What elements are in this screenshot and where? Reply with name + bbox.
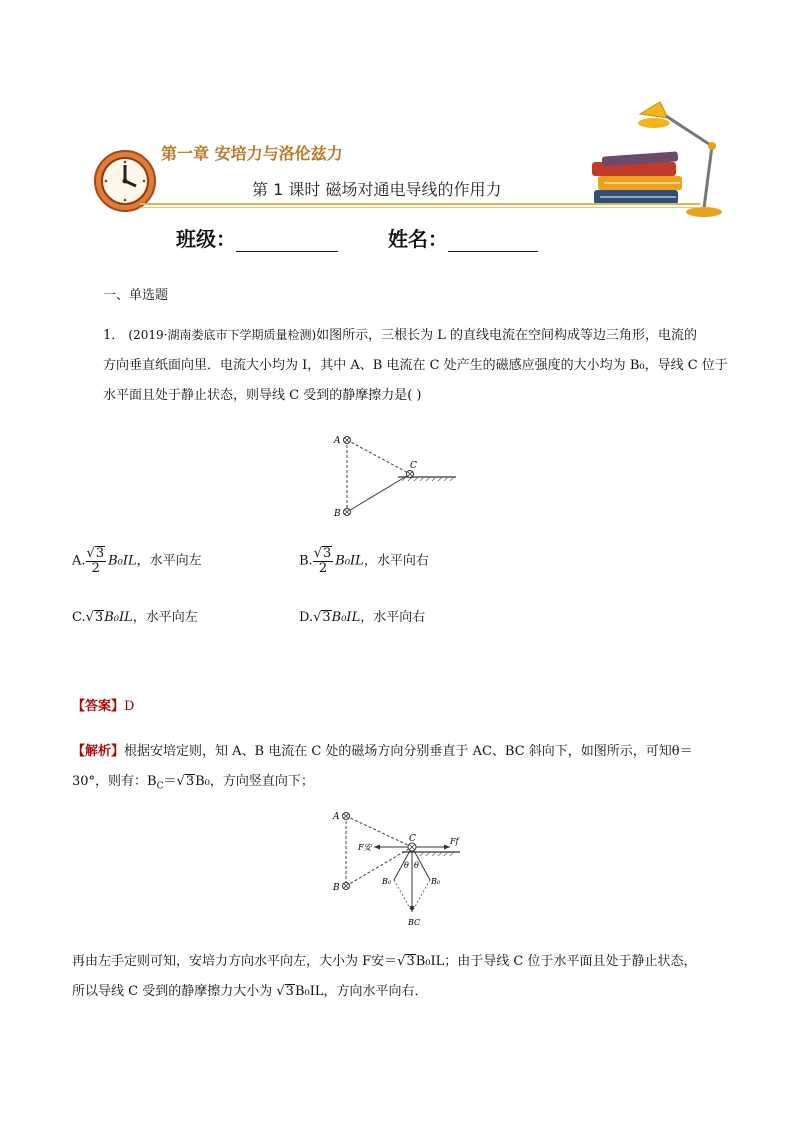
fig2-label-theta1: θ xyxy=(404,861,409,870)
option-c[interactable]: C.√3B₀IL，水平向左 xyxy=(72,610,198,625)
chapter-title: 第一章 安培力与洛伦兹力 xyxy=(161,144,343,163)
name-blank[interactable] xyxy=(448,231,538,252)
fig2-label-fan: F安 xyxy=(358,843,372,852)
fig2-label-bc: BC xyxy=(408,918,421,927)
analysis-figure xyxy=(330,806,470,930)
analysis-block xyxy=(72,737,732,802)
analysis-tag: 【解析】 xyxy=(72,744,125,759)
fig-label-c: C xyxy=(410,461,417,471)
analysis-line-4: 所以导线 C 受到的静摩擦力大小为 √3B₀IL，方向水平向右． xyxy=(72,984,428,999)
fig2-label-b0r: B₀ xyxy=(431,877,441,886)
analysis-conclusion xyxy=(72,947,752,1007)
fig2-label-c: C xyxy=(409,834,416,844)
class-blank[interactable] xyxy=(236,231,338,252)
answer-line xyxy=(72,695,134,714)
fig2-label-a: A xyxy=(333,812,340,822)
class-label: 班级： xyxy=(176,227,236,251)
option-b[interactable]: B. $\frac{√3}{2}$ B₀IL，水平向右 xyxy=(299,546,429,576)
fig-label-a: A xyxy=(334,436,341,446)
class-name-row xyxy=(176,223,538,252)
books-lamp-icon xyxy=(588,96,728,220)
header-divider-thin xyxy=(140,207,700,208)
fig2-label-b0l: B₀ xyxy=(382,877,392,886)
name-label: 姓名： xyxy=(387,227,448,251)
question-line-1: 如图所示，三根长为 L 的直线电流在空间构成等边三角形，电流的 xyxy=(316,328,698,343)
lesson-title: 第 1 课时 磁场对通电导线的作用力 xyxy=(252,180,502,199)
answer-tag: 【答案】 xyxy=(72,699,125,714)
fig2-label-b: B xyxy=(333,883,340,893)
analysis-line-2: 30°，则有：$B_C=√3B_0$，方向竖直向下； xyxy=(72,774,314,792)
header-divider xyxy=(140,203,700,205)
question-source: (2019·湖南娄底市下学期质量检测) xyxy=(128,328,317,342)
section-title: 一、单选题 xyxy=(103,288,169,303)
fig-label-b: B xyxy=(334,509,341,519)
analysis-line-3: 再由左手定则可知，安培力方向水平向左，大小为 F安＝√3B₀IL；由于导线 C 位于水平面且处于静止状态， xyxy=(72,954,697,969)
question-text xyxy=(103,320,728,411)
option-a[interactable]: A. $\frac{√3}{2}$ B₀IL，水平向左 xyxy=(72,546,202,576)
option-d[interactable]: D.√3B₀IL，水平向右 xyxy=(299,610,426,625)
analysis-line-1: 根据安培定则，知 A、B 电流在 C 处的磁场方向分别垂直于 AC、BC 斜向下，如图所示，可知θ＝ xyxy=(124,744,693,759)
question-line-3: 水平面且处于静止状态，则导线 C 受到的静摩擦力是( ) xyxy=(103,388,422,403)
fig2-label-theta2: θ xyxy=(414,861,419,870)
fig2-label-ff: Ff xyxy=(450,837,459,846)
question-number: 1． xyxy=(103,328,125,343)
answer-value: D xyxy=(124,699,135,714)
question-figure xyxy=(330,430,460,522)
question-line-2: 方向垂直纸面向里．电流大小均为 I，其中 A、B 电流在 C 处产生的磁感应强度的大小均为 B₀，导线 C 位于 xyxy=(103,358,728,373)
